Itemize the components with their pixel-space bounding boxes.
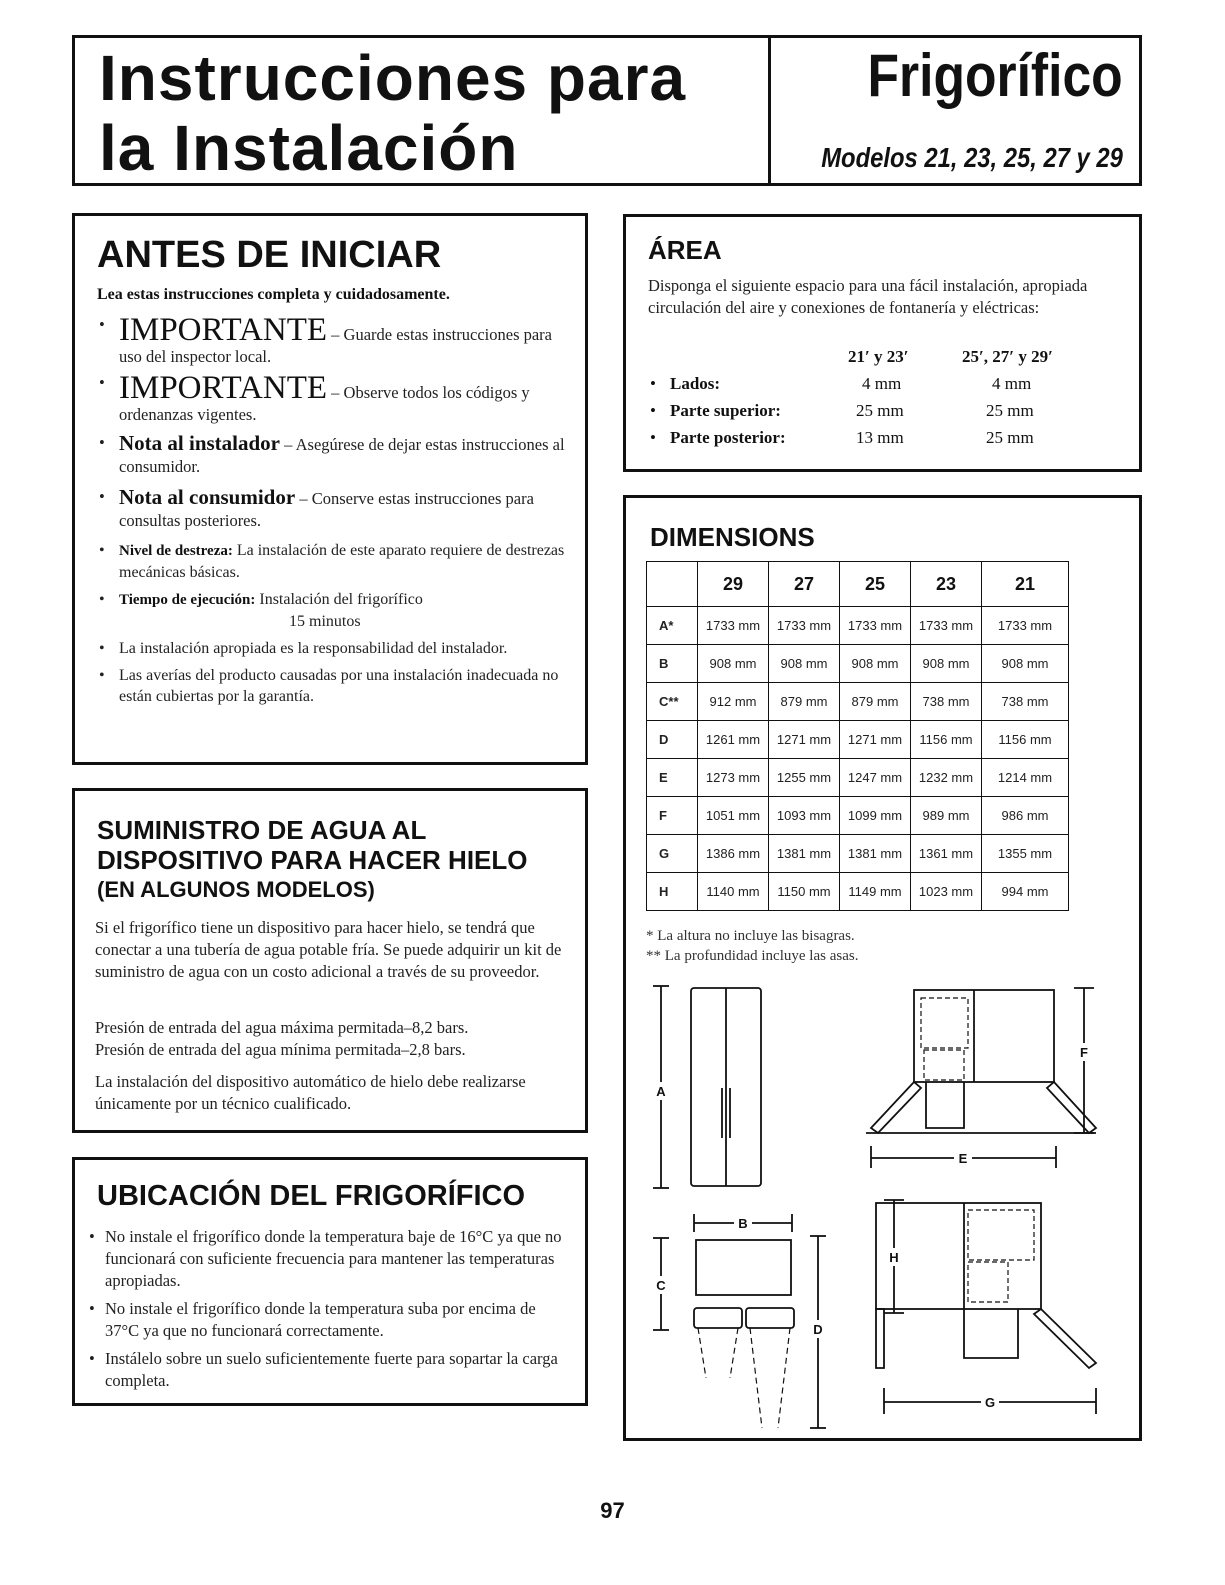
models-subtitle: Modelos 21, 23, 25, 27 y 29 <box>821 142 1123 173</box>
dimension-label-c: C <box>656 1278 666 1293</box>
section-heading-line2: DISPOSITIVO PARA HACER HIELO <box>97 845 528 875</box>
table-row <box>647 835 1069 873</box>
table-cell: 738 mm <box>982 683 1069 721</box>
table-cell: 1733 mm <box>911 607 982 645</box>
column-header: 29 <box>698 562 769 607</box>
table-cell: 908 mm <box>982 645 1069 683</box>
section-subheading: (EN ALGUNOS MODELOS) <box>97 877 375 902</box>
row-value: 13 mm <box>856 428 904 447</box>
table-cell: 1099 mm <box>840 797 911 835</box>
lead-text: Lea estas instrucciones completa y cuidadosamente. <box>97 286 450 303</box>
list-item: • IMPORTANTE – Guarde estas instrucciones para uso del inspector local. <box>99 312 553 366</box>
row-label: Lados: <box>670 374 721 393</box>
paragraph: Presión de entrada del agua mínima permitada–2,8 bars. <box>95 1040 466 1059</box>
table-cell: 1271 mm <box>769 721 840 759</box>
table-row <box>647 645 1069 683</box>
row-label: Parte posterior: <box>670 428 786 447</box>
dimensions-section <box>623 495 1142 1441</box>
fridge-top-view <box>696 1240 791 1295</box>
row-label: E <box>647 759 698 797</box>
table-cell: 908 mm <box>911 645 982 683</box>
list-item: • Tiempo de ejecución: Instalación del frigorífico 15 minutos <box>99 591 423 630</box>
clearance-area-section <box>623 214 1142 472</box>
water-supply-section <box>72 788 588 1133</box>
location-list <box>87 1226 571 1392</box>
dimension-label-g: G <box>984 1395 996 1410</box>
table-cell: 1261 mm <box>698 721 769 759</box>
table-cell: 908 mm <box>840 645 911 683</box>
row-value: 4 mm <box>862 374 902 393</box>
table-cell: 1733 mm <box>769 607 840 645</box>
footnote: * La altura no incluye las bisagras. <box>646 928 855 944</box>
paragraph: Si el frigorífico tiene un dispositivo para hacer hielo, se tendrá que conectar a una tubería de agua potable fría. Se puede adquirir un kit de suministro de agua con un costo adicional a través de su proveedor. <box>95 918 562 981</box>
table-row <box>647 683 1069 721</box>
page-header <box>72 35 1142 186</box>
dimension-label-e: E <box>958 1151 968 1166</box>
table-cell: 986 mm <box>982 797 1069 835</box>
table-cell: 1271 mm <box>840 721 911 759</box>
row-value: 4 mm <box>992 374 1032 393</box>
list-item: • No instale el frigorífico donde la temperatura baje de 16°C ya que no funcionará con suficiente frecuencia para mantener las temperaturas apropiadas. <box>89 1227 562 1290</box>
section-heading-line1: SUMINISTRO DE AGUA AL <box>97 815 427 845</box>
section-heading: DIMENSIONS <box>650 522 815 552</box>
product-title: Frigorífico <box>867 42 1123 109</box>
column-header: 21′ y 23′ <box>848 347 909 366</box>
list-item: • No instale el frigorífico donde la temperatura suba por encima de 37°C ya que no funcionará correctamente. <box>89 1299 536 1340</box>
section-heading: ANTES DE INICIAR <box>97 234 442 276</box>
table-cell: 1273 mm <box>698 759 769 797</box>
table-cell: 1381 mm <box>840 835 911 873</box>
paragraph: La instalación del dispositivo automático de hielo debe realizarse únicamente por un técnico cualificado. <box>95 1072 526 1113</box>
dimension-label-f: F <box>1080 1045 1088 1060</box>
column-header: 27 <box>769 562 840 607</box>
table-cell: 879 mm <box>840 683 911 721</box>
row-label: C** <box>647 683 698 721</box>
table-cell: 1214 mm <box>982 759 1069 797</box>
row-label: H <box>647 873 698 911</box>
section-heading: ÁREA <box>648 235 722 265</box>
table-cell: 1733 mm <box>982 607 1069 645</box>
table-cell: 1140 mm <box>698 873 769 911</box>
table-corner-cell <box>647 562 698 607</box>
row-label: F <box>647 797 698 835</box>
dimension-label-b: B <box>738 1216 748 1231</box>
fridge-plan-view-doors-open <box>914 990 1054 1082</box>
table-cell: 1150 mm <box>769 873 840 911</box>
dimension-label-h: H <box>889 1250 899 1265</box>
table-cell: 1093 mm <box>769 797 840 835</box>
refrigerator-dimension-diagrams <box>626 968 1139 1438</box>
table-cell: 908 mm <box>769 645 840 683</box>
list-item: • IMPORTANTE – Observe todos los códigos y ordenanzas vigentes. <box>99 370 530 424</box>
table-cell: 1361 mm <box>911 835 982 873</box>
table-cell: 1232 mm <box>911 759 982 797</box>
table-row <box>647 607 1069 645</box>
table-cell: 1051 mm <box>698 797 769 835</box>
area-row: • <box>650 374 656 393</box>
table-header-row <box>647 562 1069 607</box>
paragraph: Presión de entrada del agua máxima permitada–8,2 bars. <box>95 1018 469 1037</box>
column-header: 25 <box>840 562 911 607</box>
table-cell: 1733 mm <box>840 607 911 645</box>
document-title-line1: Instrucciones para <box>99 42 687 114</box>
table-cell: 1381 mm <box>769 835 840 873</box>
area-row: • <box>650 428 656 447</box>
page-number: 97 <box>600 1498 625 1523</box>
section-heading: UBICACIÓN DEL FRIGORÍFICO <box>97 1180 526 1212</box>
row-label: D <box>647 721 698 759</box>
table-cell: 1023 mm <box>911 873 982 911</box>
dimension-label-d: D <box>813 1322 823 1337</box>
footnote: ** La profundidad incluye las asas. <box>646 948 859 964</box>
table-cell: 908 mm <box>698 645 769 683</box>
list-item: • Nota al instalador – Asegúrese de dejar estas instrucciones al consumidor. <box>99 431 565 476</box>
row-value: 25 mm <box>986 401 1034 420</box>
before-you-begin-section <box>72 213 588 765</box>
column-header: 25′, 27′ y 29′ <box>962 347 1053 366</box>
list-item: • Nivel de destreza: La instalación de este aparato requiere de destrezas mecánicas básicas. <box>99 542 565 581</box>
column-header: 21 <box>982 562 1069 607</box>
table-row <box>647 797 1069 835</box>
location-section <box>72 1157 588 1406</box>
dimension-label-a: A <box>656 1084 666 1099</box>
row-label: Parte superior: <box>670 401 781 420</box>
table-row <box>647 873 1069 911</box>
list-item: • La instalación apropiada es la responsabilidad del instalador. <box>99 640 508 657</box>
table-cell: 879 mm <box>769 683 840 721</box>
table-cell: 1149 mm <box>840 873 911 911</box>
table-cell: 1247 mm <box>840 759 911 797</box>
table-cell: 1255 mm <box>769 759 840 797</box>
before-list <box>89 314 571 707</box>
table-cell: 1156 mm <box>982 721 1069 759</box>
paragraph: Disponga el siguiente espacio para una fácil instalación, apropiada circulación del aire y conexiones de fontanería y eléctricas: <box>648 276 1088 317</box>
row-value: 25 mm <box>856 401 904 420</box>
column-header: 23 <box>911 562 982 607</box>
table-cell: 912 mm <box>698 683 769 721</box>
table-cell: 738 mm <box>911 683 982 721</box>
list-item: • Instálelo sobre un suelo suficientemente fuerte para sopartar la carga completa. <box>89 1349 558 1390</box>
row-label: G <box>647 835 698 873</box>
table-cell: 994 mm <box>982 873 1069 911</box>
table-cell: 1156 mm <box>911 721 982 759</box>
dimensions-table <box>646 561 1069 911</box>
row-label: B <box>647 645 698 683</box>
document-title-line2: la Instalación <box>99 112 519 184</box>
area-row: • <box>650 401 656 420</box>
table-row <box>647 759 1069 797</box>
header-divider <box>768 38 771 183</box>
list-item: • Nota al consumidor – Conserve estas instrucciones para consultas posteriores. <box>99 485 534 530</box>
list-item: • Las averías del producto causadas por una instalación inadecuada no están cubiertas por la garantía. <box>99 667 559 705</box>
table-cell: 1355 mm <box>982 835 1069 873</box>
row-value: 25 mm <box>986 428 1034 447</box>
dimensions-table-body <box>647 607 1069 911</box>
table-cell: 1386 mm <box>698 835 769 873</box>
table-cell: 1733 mm <box>698 607 769 645</box>
row-label: A* <box>647 607 698 645</box>
table-cell: 989 mm <box>911 797 982 835</box>
table-row <box>647 721 1069 759</box>
